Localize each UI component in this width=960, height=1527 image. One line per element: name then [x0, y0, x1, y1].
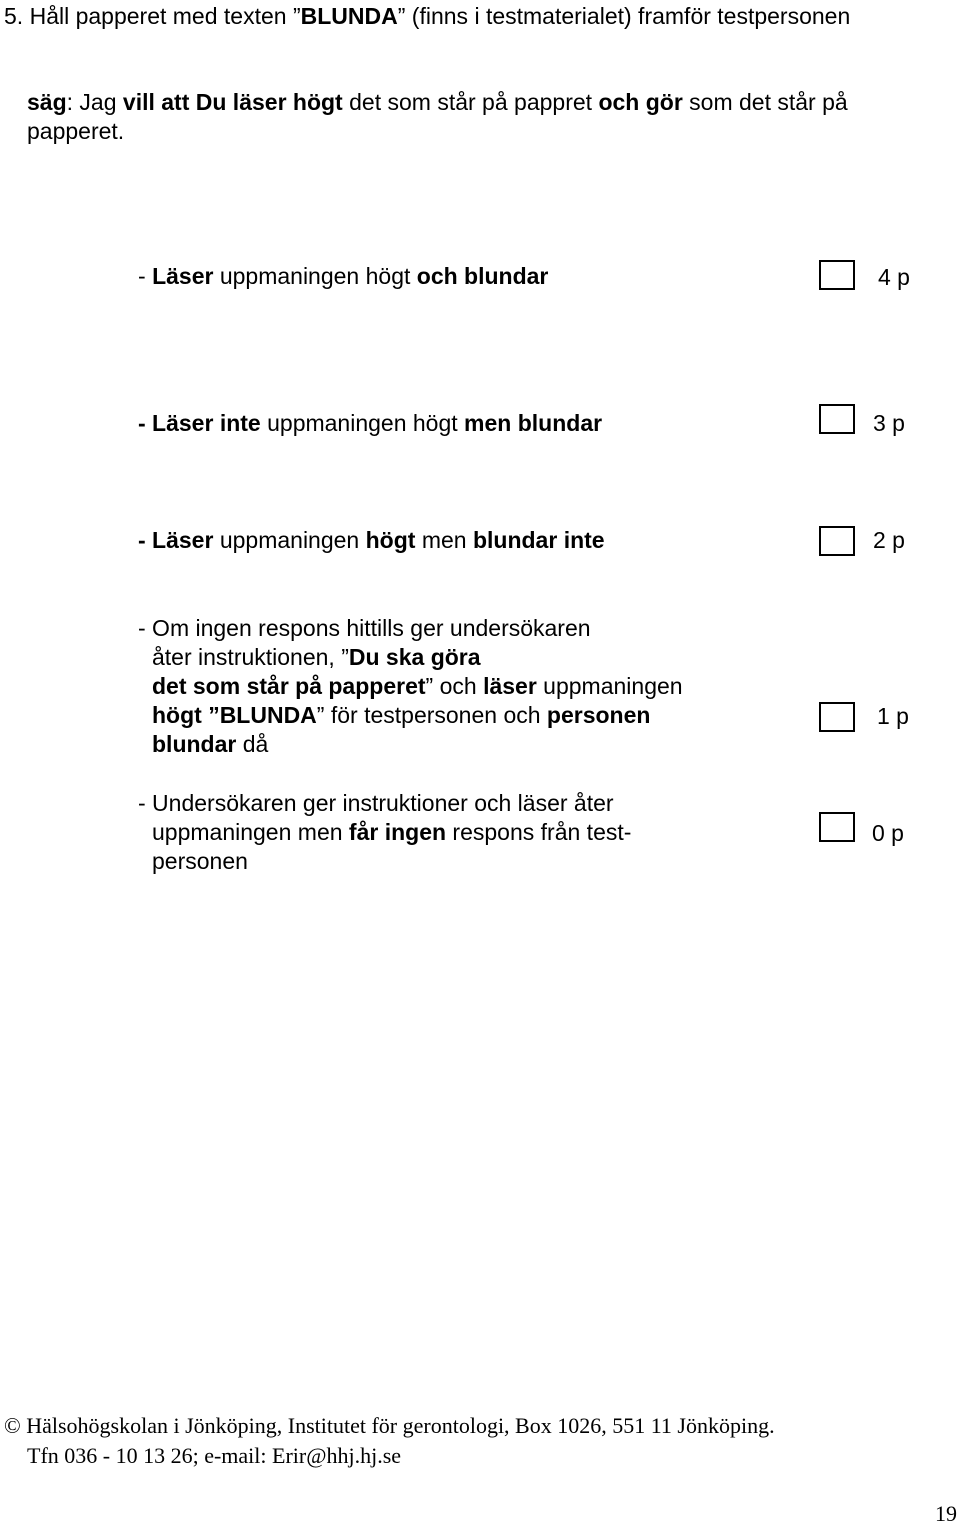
- instruction-bold-1: säg: [27, 89, 67, 115]
- option-4p-bold-1: Läser: [152, 263, 214, 289]
- option-4p-dash: -: [138, 263, 153, 289]
- instruction-text-3: som det står på: [682, 89, 848, 115]
- heading-text-post: (finns i testmaterialet) framför testpersonen: [405, 3, 851, 29]
- option-2p-bold-2: högt: [365, 527, 416, 553]
- option-1p-line-3-bold-1: det som står på papperet: [152, 673, 426, 699]
- option-1p-line-2-text: åter instruktionen, ”: [152, 644, 349, 670]
- instruction-line-2: papperet.: [27, 118, 125, 144]
- option-0p-points: 0 p: [872, 820, 904, 846]
- option-2p-text: [138, 526, 605, 555]
- option-2p-bold-3: blundar inte: [472, 527, 605, 553]
- option-0p-line-2-bold: får ingen: [348, 819, 447, 845]
- option-2p-checkbox[interactable]: [819, 526, 855, 556]
- instruction-bold-3: och gör: [598, 89, 683, 115]
- option-2p-bold-1: - Läser: [138, 527, 214, 553]
- option-4p-checkbox[interactable]: [819, 260, 855, 290]
- option-0p-line-2-text-2: respons från test-: [446, 819, 632, 845]
- option-3p-checkbox[interactable]: [819, 404, 855, 434]
- option-1p-points: 1 p: [877, 703, 909, 729]
- option-4p-bold-2: och blundar: [416, 263, 549, 289]
- option-0p-checkbox[interactable]: [819, 812, 855, 842]
- option-0p-line-3: personen: [152, 848, 248, 874]
- option-1p-line-1: - Om ingen respons hittills ger undersökaren: [138, 615, 591, 641]
- instruction-bold-2: vill att Du läser högt: [122, 89, 343, 115]
- option-3p-points: 3 p: [873, 410, 905, 436]
- heading-quote-open: ”: [292, 3, 301, 29]
- heading-quote-close: ”: [397, 3, 406, 29]
- option-2p-points: 2 p: [873, 527, 905, 553]
- option-3p-bold-1: - Läser inte: [138, 410, 261, 436]
- option-1p-line-3: [152, 672, 683, 701]
- option-2p-text-2: men: [415, 527, 473, 553]
- heading-text-pre: Håll papperet med texten: [29, 3, 293, 29]
- option-4p-points: 4 p: [878, 264, 910, 290]
- option-1p-line-3-text-2: uppmaningen: [536, 673, 683, 699]
- option-4p-text: [138, 262, 548, 291]
- option-1p-line-2-bold: Du ska göra: [348, 644, 481, 670]
- instruction-text-1: : Jag: [66, 89, 123, 115]
- instruction-text-2: det som står på pappret: [342, 89, 599, 115]
- option-1p-checkbox[interactable]: [819, 702, 855, 732]
- option-1p-line-3-bold-2: läser: [483, 673, 537, 699]
- option-1p-line-5: [152, 730, 268, 759]
- option-0p-line-2: [152, 818, 631, 847]
- option-1p-line-5-text: då: [236, 731, 269, 757]
- heading-bold-word: BLUNDA: [300, 3, 398, 29]
- option-1p-line-4-bold-1: högt ”BLUNDA: [152, 702, 317, 728]
- item-heading: [4, 2, 850, 31]
- option-1p-line-5-bold: blundar: [152, 731, 237, 757]
- option-4p-text-1: uppmaningen högt: [213, 263, 417, 289]
- option-0p-line-1: - Undersökaren ger instruktioner och läser åter: [138, 790, 614, 816]
- option-0p-line-2-text-1: uppmaningen men: [152, 819, 349, 845]
- page-number: 19: [935, 1501, 957, 1526]
- option-3p-bold-2: men blundar: [464, 410, 603, 436]
- option-2p-text-1: uppmaningen: [213, 527, 366, 553]
- option-1p-line-3-text-1: ” och: [425, 673, 484, 699]
- option-1p-line-4-text-1: ” för testpersonen och: [316, 702, 547, 728]
- option-3p-text-1: uppmaningen högt: [260, 410, 465, 436]
- footer-line-2: Tfn 036 - 10 13 26; e-mail: Erir@hhj.hj.se: [27, 1443, 402, 1468]
- instruction-line-1: [27, 88, 848, 117]
- option-1p-line-4-bold-2: personen: [546, 702, 651, 728]
- option-3p-text: [138, 409, 602, 438]
- item-number: 5.: [4, 3, 24, 29]
- option-1p-line-2: [152, 643, 481, 672]
- option-1p-line-4: [152, 701, 650, 730]
- footer-line-1: © Hälsohögskolan i Jönköping, Institutet för gerontologi, Box 1026, 551 11 Jönköping.: [4, 1413, 775, 1438]
